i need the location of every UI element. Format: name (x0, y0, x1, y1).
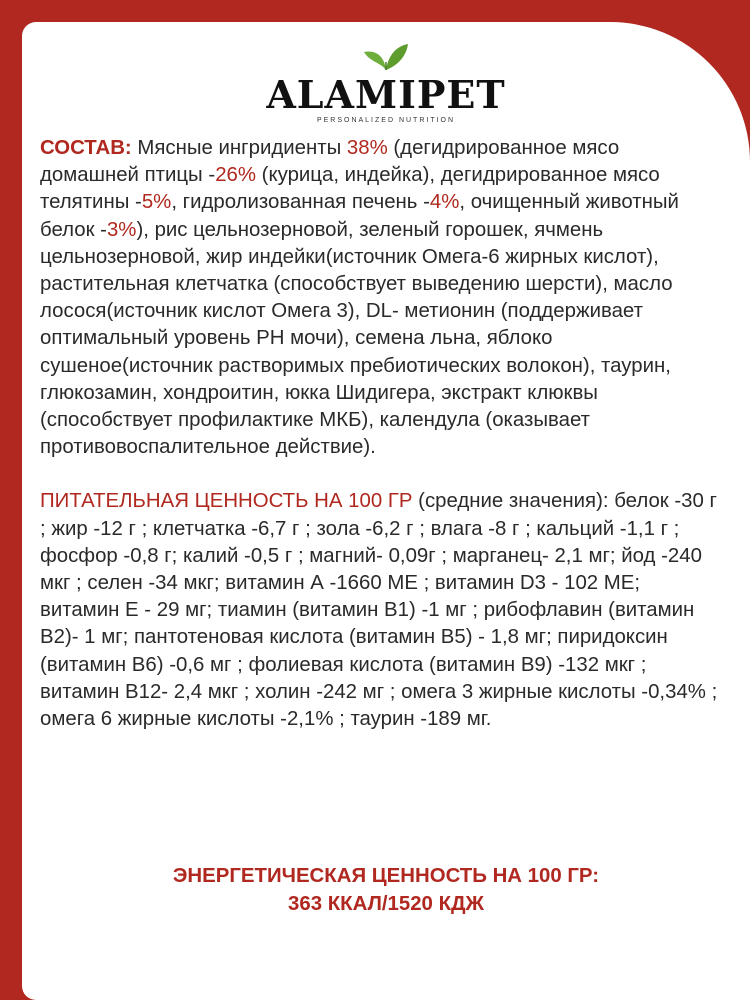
brand-tagline: PERSONALIZED NUTRITION (316, 117, 456, 124)
composition-paragraph: СОСТАВ: Мясные ингридиенты 38% (дегидрированное мясо домашней птицы -26% (курица, индейка), дегидрированное мясо телятины -5%, гидролизованная печень -4%, очищенный животный белок -3%), рис цельнозерновой, зеленый горошек, ячмень цельнозерновой, жир индейки(источник Омега-6 жирных кислот), растительная клетчатка (способствует выведению шерсти), масло лосося(источник кислот Омега 3), DL- метионин (поддерживает оптимальный уровень PH мочи), семена льна, яблоко сушеное(источник растворимых пребиотических волокон), таурин, глюкозамин, хондроитин, юкка Шидигера, экстракт клюквы (способствует профилактике МКБ), календула (оказывает противовоспалительное действие). (40, 137, 679, 459)
leaf-icon (362, 40, 410, 72)
energy-heading: ЭНЕРГЕТИЧЕСКАЯ ЦЕННОСТЬ НА 100 ГР: (172, 865, 600, 887)
nutrition-heading: ПИТАТЕЛЬНАЯ ЦЕННОСТЬ НА 100 ГР (40, 490, 413, 513)
percent-value: 4% (429, 191, 460, 214)
nutrition-paragraph (40, 488, 720, 733)
percent-value: 38% (346, 137, 388, 159)
product-info-card (22, 22, 750, 1000)
percent-value: 5% (141, 191, 172, 214)
percent-value: 3% (106, 218, 137, 241)
energy-value: 363 ККАЛ/1520 КДЖ (288, 893, 484, 915)
brand-logo: ALAMIPET (266, 72, 506, 117)
composition-heading: СОСТАВ: (40, 137, 132, 159)
nutrition-values: (средние значения): белок -30 г ; жир -12 г ; клетчатка -6,7 г ; зола -6,2 г ; влага -8 г ; кальций -1,1 г ; фосфор -0,8 г; калий -0,5 г ; магний- 0,09г ; марганец- 2,1 мг; йод -240 мкг ; селен -34 мкг; витамин А -1660 МЕ ; витамин D3 - 102 МЕ; витамин Е - 29 мг; тиамин (витамин В1) -1 мг ; рибофлавин (витамин В2)- 1 мг; пантотеновая кислота (витамин В5) - 1,8 мг; пиридоксин (витамин В6) -0,6 мг ; фолиевая кислота (витамин В9) -132 мкг ; витамин В12- 2,4 мкг ; холин -242 мг ; омега 3 жирные кислоты -0,34% ; омега 6 жирные кислоты -2,1% ; таурин -189 мг. (40, 490, 718, 731)
product-description (40, 135, 720, 733)
energy-block (22, 862, 750, 918)
percent-value: 26% (215, 164, 256, 187)
